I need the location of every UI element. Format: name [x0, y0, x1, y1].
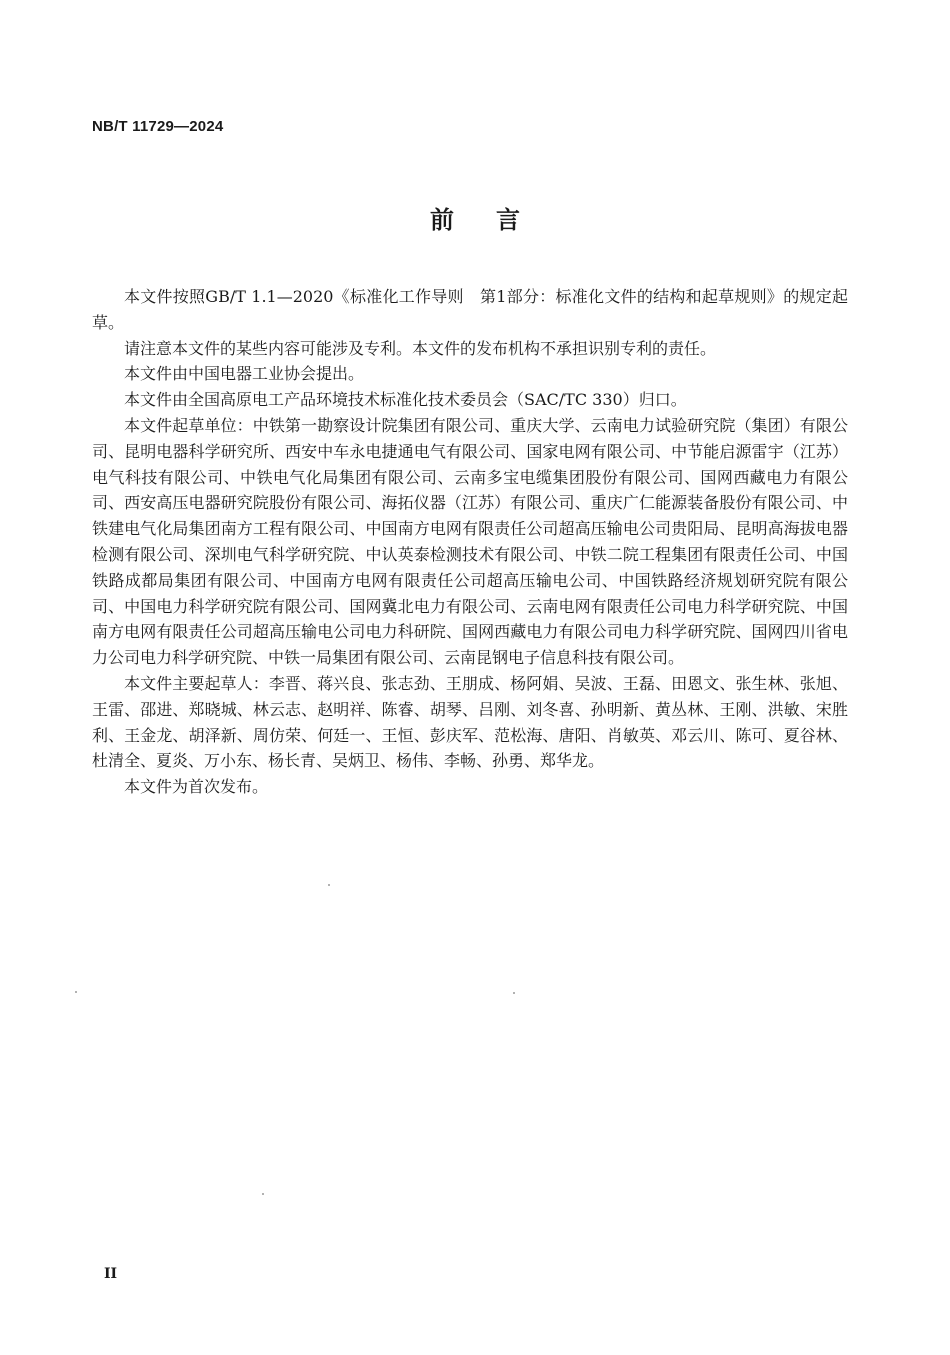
- paragraph-first-release: 本文件为首次发布。: [124, 777, 269, 797]
- scan-speck: [262, 1193, 264, 1195]
- page-number: II: [104, 1266, 118, 1282]
- paragraph-drafters: 本文件主要起草人：李晋、蒋兴良、张志劲、王朋成、杨阿娟、吴波、王磊、田恩文、张生林、张旭、王雷、邵进、郑晓城、林云志、赵明祥、陈睿、胡琴、吕刚、刘冬喜、孙明新、黄丛林、王刚、洪敏、宋胜利、王金龙、胡泽新、周仿荣、何廷一、王恒、彭庆军、范松海、唐阳、肖敏英、邓云川、陈可、夏谷林、杜清全、夏炎、万小东、杨长青、吴炳卫、杨伟、李畅、孙勇、郑华龙。: [92, 673, 848, 771]
- page-title: 前言: [430, 206, 562, 234]
- paragraph-drafting-rules: 本文件按照GB/T 1.1—2020《标准化工作导则 第1部分：标准化文件的结构和起草规则》的规定起草。: [92, 287, 848, 332]
- foreword-body: [92, 284, 848, 800]
- scan-speck: [75, 991, 77, 993]
- document-code: NB/T 11729—2024: [92, 118, 224, 135]
- scan-speck: [513, 992, 515, 994]
- paragraph-proposer: 本文件由中国电器工业协会提出。: [124, 364, 365, 384]
- paragraph-committee: 本文件由全国高原电工产品环境技术标准化技术委员会（SAC/TC 330）归口。: [124, 390, 687, 410]
- scan-speck: [328, 884, 330, 886]
- paragraph-drafting-units: 本文件起草单位：中铁第一勘察设计院集团有限公司、重庆大学、云南电力试验研究院（集团）有限公司、昆明电器科学研究所、西安中车永电捷通电气有限公司、国家电网有限公司、中节能启源雷宇（江苏）电气科技有限公司、中铁电气化局集团有限公司、云南多宝电缆集团股份有限公司、国网西藏电力有限公司、西安高压电器研究院股份有限公司、海拓仪器（江苏）有限公司、重庆广仁能源装备股份有限公司、中铁建电气化局集团南方工程有限公司、中国南方电网有限责任公司超高压输电公司贵阳局、昆明高海拔电器检测有限公司、深圳电气科学研究院、中认英泰检测技术有限公司、中铁二院工程集团有限责任公司、中国铁路成都局集团有限公司、中国南方电网有限责任公司超高压输电公司、中国铁路经济规划研究院有限公司、中国电力科学研究院有限公司、国网冀北电力有限公司、云南电网有限责任公司电力科学研究院、中国南方电网有限责任公司超高压输电公司电力科研院、国网西藏电力有限公司电力科学研究院、国网四川省电力公司电力科学研究院、中铁一局集团有限公司、云南昆钢电子信息科技有限公司。: [92, 415, 848, 668]
- paragraph-patent-notice: 请注意本文件的某些内容可能涉及专利。本文件的发布机构不承担识别专利的责任。: [124, 338, 717, 358]
